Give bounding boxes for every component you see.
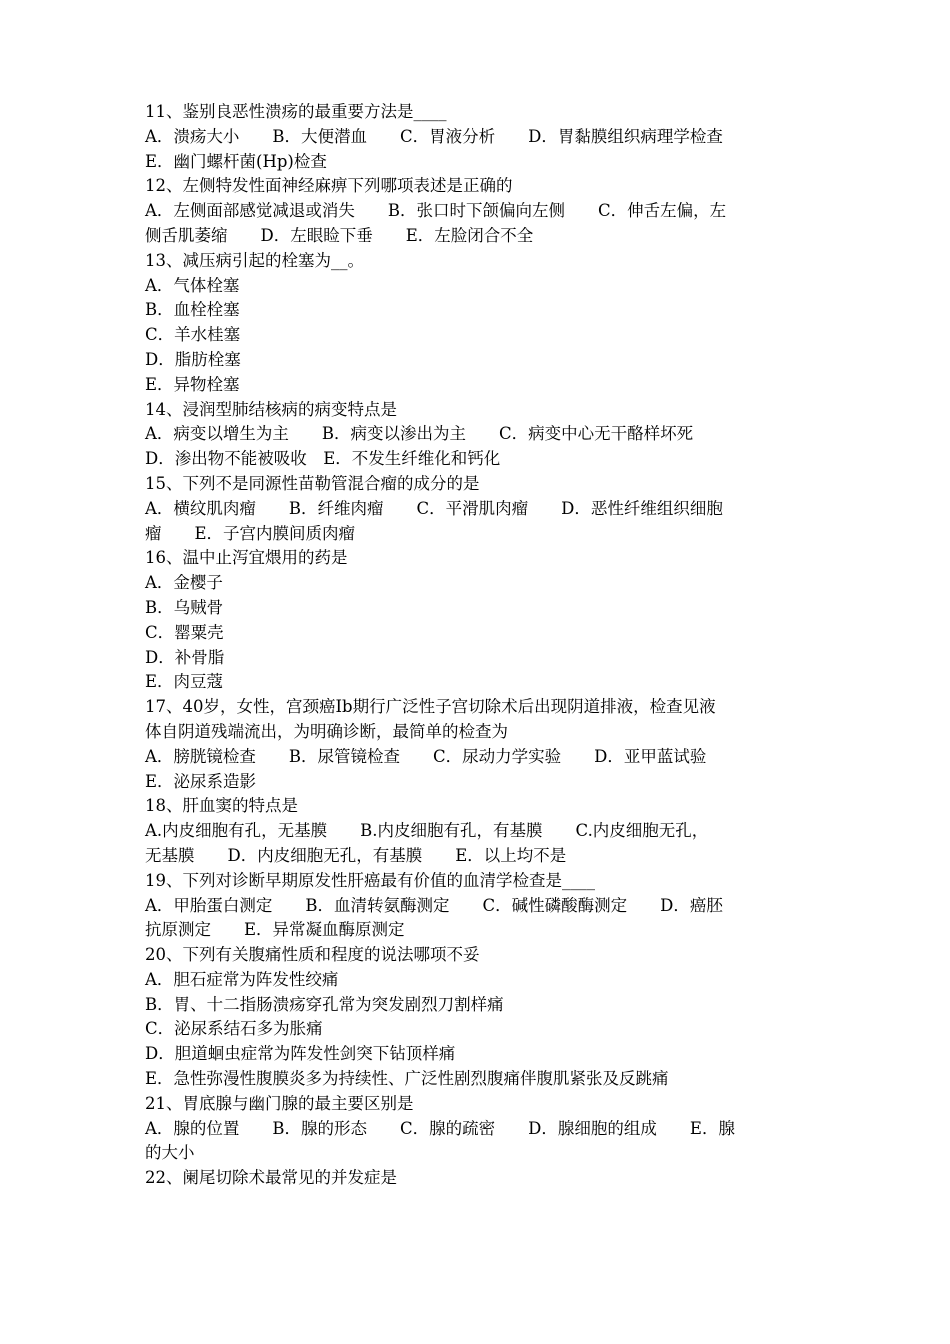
question-12-stem: 12、左侧特发性面神经麻痹下列哪项表述是正确的: [145, 176, 513, 196]
question-19-stem: 19、下列对诊断早期原发性肝癌最有价值的血清学检查是____: [145, 870, 595, 890]
question-18-stem: 18、肝血窦的特点是: [145, 796, 298, 816]
question-20-stem: 20、下列有关腹痛性质和程度的说法哪项不妥: [145, 945, 480, 965]
question-16-option-a: A．金樱子: [145, 573, 223, 593]
question-15-stem: 15、下列不是同源性苗勒管混合瘤的成分的是: [145, 473, 480, 493]
question-20-option-c: C．泌尿系结石多为胀痛: [145, 1019, 323, 1039]
question-13-option-c: C．羊水桂塞: [145, 325, 241, 345]
question-21-stem: 21、胃底腺与幽门腺的最主要区别是: [145, 1093, 414, 1113]
question-17-options-cont: E．泌尿系造影: [145, 771, 257, 791]
document-page: [145, 100, 810, 1191]
question-11-options-cont: E．幽门螺杆菌(Hp)检查: [145, 151, 327, 171]
question-21-options: A．腺的位置 B．腺的形态 C．腺的疏密 D．腺细胞的组成 E．腺: [145, 1118, 735, 1138]
question-15-options: A．横纹肌肉瘤 B．纤维肉瘤 C．平滑肌肉瘤 D．恶性纤维组织细胞: [145, 498, 723, 518]
question-17-stem-cont: 体自阴道残端流出，为明确诊断，最简单的检查为: [145, 721, 508, 741]
question-16-option-d: D．补骨脂: [145, 647, 225, 667]
question-18-options: A.内皮细胞有孔，无基膜 B.内皮细胞有孔，有基膜 C.内皮细胞无孔，: [145, 821, 709, 841]
question-18-options-cont: 无基膜 D．内皮细胞无孔，有基膜 E．以上均不是: [145, 845, 567, 865]
question-12-options-cont: 侧舌肌萎缩 D．左眼睑下垂 E．左脸闭合不全: [145, 225, 534, 245]
question-14-stem: 14、浸润型肺结核病的病变特点是: [145, 399, 397, 419]
question-21-options-cont: 的大小: [145, 1143, 195, 1163]
question-20-option-a: A．胆石症常为阵发性绞痛: [145, 969, 339, 989]
question-19-options-cont: 抗原测定 E．异常凝血酶原测定: [145, 920, 405, 940]
question-20-option-d: D．胆道蛔虫症常为阵发性剑突下钻顶样痛: [145, 1044, 456, 1064]
question-15-options-cont: 瘤 E．子宫内膜间质肉瘤: [145, 523, 356, 543]
question-16-stem: 16、温中止泻宜煨用的药是: [145, 548, 348, 568]
question-12-options: A．左侧面部感觉减退或消失 B．张口时下颌偏向左侧 C．伸舌左偏，左: [145, 201, 727, 221]
question-19-options: A．甲胎蛋白测定 B．血清转氨酶测定 C．碱性磷酸酶测定 D．癌胚: [145, 895, 723, 915]
question-11-options: A．溃疡大小 B．大便潜血 C．胃液分析 D．胃黏膜组织病理学检查: [145, 126, 723, 146]
question-13-option-d: D．脂肪栓塞: [145, 349, 241, 369]
question-14-options: A．病变以增生为主 B．病变以渗出为主 C．病变中心无干酪样坏死: [145, 424, 694, 444]
question-14-options-cont: D．渗出物不能被吸收 E．不发生纤维化和钙化: [145, 449, 501, 469]
question-20-option-b: B．胃、十二指肠溃疡穿孔常为突发剧烈刀割样痛: [145, 994, 504, 1014]
question-16-option-e: E．肉豆蔻: [145, 672, 224, 692]
question-13-stem: 13、减压病引起的栓塞为__。: [145, 250, 364, 270]
question-22-stem: 22、阑尾切除术最常见的并发症是: [145, 1168, 397, 1188]
question-13-option-b: B．血栓栓塞: [145, 300, 240, 320]
question-11-stem: 11、鉴别良恶性溃疡的最重要方法是____: [145, 102, 447, 121]
question-20-option-e: E．急性弥漫性腹膜炎多为持续性、广泛性剧烈腹痛伴腹肌紧张及反跳痛: [145, 1069, 669, 1089]
question-13-option-a: A．气体栓塞: [145, 275, 240, 295]
question-16-option-c: C．罂粟壳: [145, 622, 224, 642]
question-16-option-b: B．乌贼骨: [145, 597, 224, 617]
question-17-stem: 17、40岁，女性，宫颈癌Ⅰb期行广泛性子宫切除术后出现阴道排液，检查见液: [145, 697, 716, 717]
question-13-option-e: E．异物栓塞: [145, 374, 240, 394]
question-17-options: A．膀胱镜检查 B．尿管镜检查 C．尿动力学实验 D．亚甲蓝试验: [145, 746, 707, 766]
